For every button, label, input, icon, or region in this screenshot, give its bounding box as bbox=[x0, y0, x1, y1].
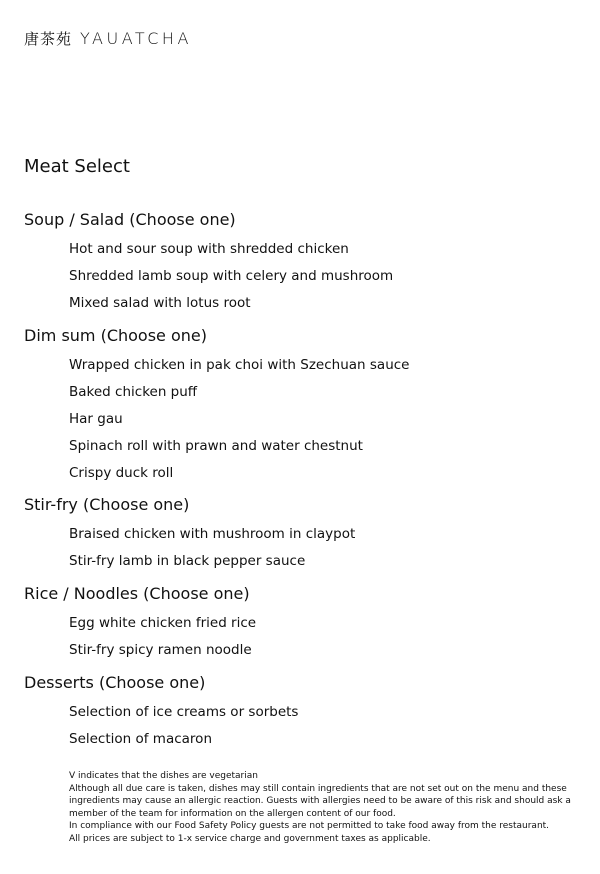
menu-item: Mixed salad with lotus root bbox=[69, 295, 251, 311]
footnote-takeaway: In compliance with our Food Safety Policy guests are not permitted to take food away from the restaurant. bbox=[69, 821, 550, 831]
menu-item: Braised chicken with mushroom in claypot bbox=[69, 526, 356, 542]
brand-cjk-name: 唐茶苑 bbox=[24, 30, 73, 48]
menu-item: Har gau bbox=[69, 411, 123, 427]
menu-item: Shredded lamb soup with celery and mushroom bbox=[69, 268, 394, 284]
footnote-charges: All prices are subject to 1-x service charge and government taxes as applicable. bbox=[69, 833, 431, 844]
menu-item: Crispy duck roll bbox=[69, 465, 174, 481]
menu-item: Spinach roll with prawn and water chestnut bbox=[69, 438, 363, 454]
menu-section-soup-salad bbox=[24, 209, 584, 317]
section-heading: Dim sum (Choose one) bbox=[24, 326, 207, 345]
menu-item: Wrapped chicken in pak choi with Szechuan sauce bbox=[69, 357, 410, 373]
menu-item: Stir-fry lamb in black pepper sauce bbox=[69, 553, 306, 569]
section-heading: Desserts (Choose one) bbox=[24, 673, 206, 692]
footnote-vegetarian: V indicates that the dishes are vegetarian bbox=[69, 771, 258, 781]
section-heading: Soup / Salad (Choose one) bbox=[24, 210, 236, 229]
menu-title: Meat Select bbox=[24, 156, 130, 177]
menu-item: Baked chicken puff bbox=[69, 384, 198, 400]
menu-item: Hot and sour soup with shredded chicken bbox=[69, 241, 349, 257]
menu-section-desserts bbox=[24, 672, 584, 753]
brand-logo bbox=[24, 28, 192, 49]
section-heading: Stir-fry (Choose one) bbox=[24, 495, 190, 514]
menu-item: Egg white chicken fried rice bbox=[69, 615, 257, 631]
menu-item: Selection of ice creams or sorbets bbox=[69, 704, 299, 720]
footnotes bbox=[69, 770, 584, 845]
brand-latin-name: YAUATCHA bbox=[80, 29, 192, 48]
footnote-allergy: Although all due care is taken, dishes may still contain ingredients that are not set out on the menu and these ingredients may cause an allergic reaction. Guests with allergies need to be aware of this risk and should ask a member of the team for information on the allergen content of our food. bbox=[69, 783, 571, 819]
menu-section-dim-sum bbox=[24, 325, 584, 487]
menu-item: Stir-fry spicy ramen noodle bbox=[69, 642, 252, 658]
menu-section-stir-fry bbox=[24, 494, 584, 575]
section-heading: Rice / Noodles (Choose one) bbox=[24, 584, 250, 603]
menu-section-rice-noodles bbox=[24, 583, 584, 664]
menu-item: Selection of macaron bbox=[69, 731, 212, 747]
